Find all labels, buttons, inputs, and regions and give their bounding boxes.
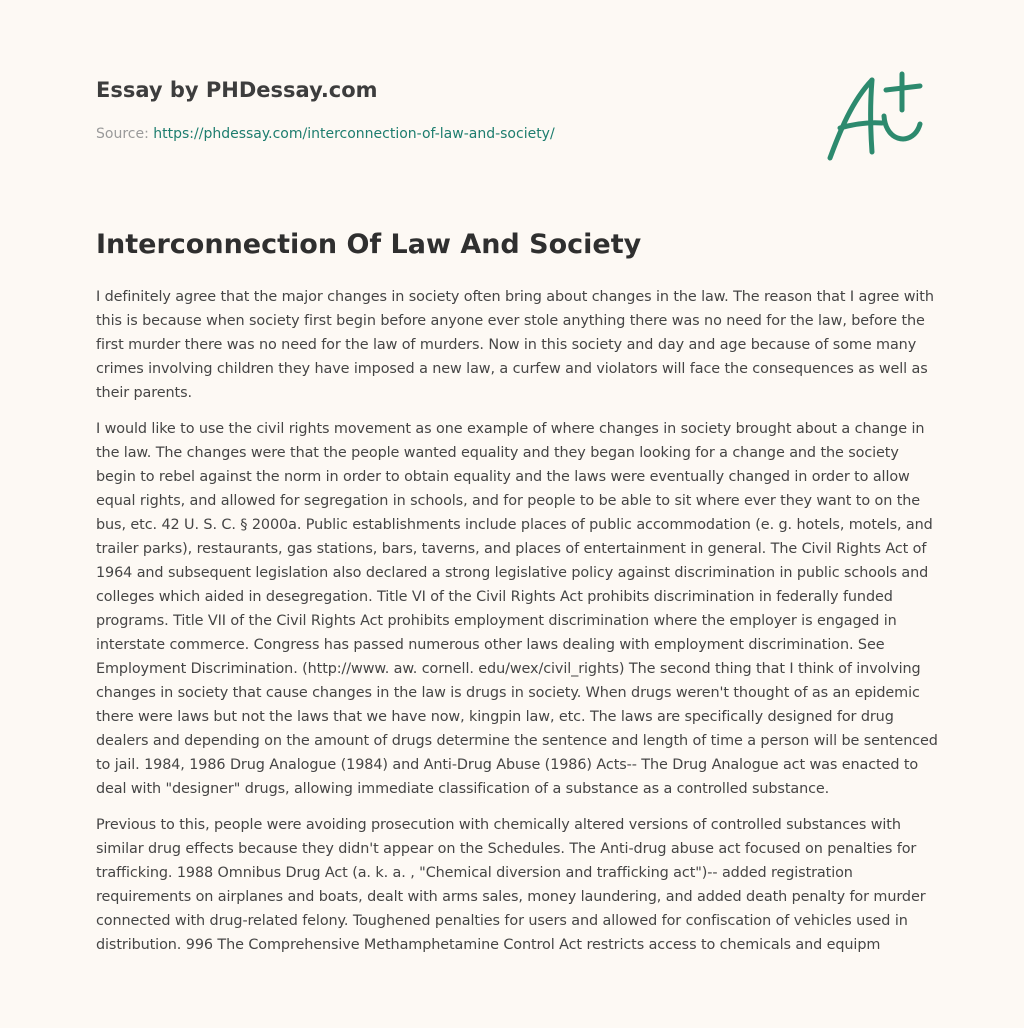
source-link[interactable]: https://phdessay.com/interconnection-of-law-and-society/ — [153, 126, 555, 142]
essay-paragraph: Previous to this, people were avoiding prosecution with chemically altered versions of controlled substances with similar drug effects because they didn't appear on the Schedules. The Anti-drug abuse act focused on penalties for trafficking. 1988 Omnibus Drug Act (a. k. a. , "Chemical diversion and trafficking act")-- added registration requirements on airplanes and boats, dealt with arms sales, money laundering, and added death penalty for murder connected with drug-related felony. Toughened penalties for users and allowed for confiscation of vehicles used in distribution. 996 The Comprehensive Methamphetamine Control Act restricts access to chemicals and equipm — [96, 817, 926, 953]
essay-paragraph: I would like to use the civil rights movement as one example of where changes in society brought about a change in the law. The changes were that the people wanted equality and they began looking for a change and the society begin to rebel against the norm in order to obtain equality and the laws were eventually changed in order to allow equal rights, and allowed for segregation in schools, and for people to be able to sit where ever they want to on the bus, etc. 42 U. S. C. § 2000a. Public establishments include places of public accommodation (e. g. hotels, motels, and trailer parks), restaurants, gas stations, bars, taverns, and places of entertainment in general. The Civil Rights Act of 1964 and subsequent legislation also declared a strong legislative policy against discrimination in public schools and colleges which aided in desegregation. Title VI of the Civil Rights Act prohibits discrimination in federally funded programs. Title VII of the Civil Rights Act prohibits employment discrimination where the employer is engaged in interstate commerce. Congress has passed numerous other laws dealing with employment discrimination. See Employment Discrimination. (http://www. aw. cornell. edu/wex/civil_rights) The second thing that I think of involving changes in society that cause changes in the law is drugs in society. When drugs weren't thought of as an epidemic there were laws but not the laws that we have now, kingpin law, etc. The laws are specifically designed for drug dealers and depending on the amount of drugs determine the sentence and length of time a person will be sentenced to jail. 1984, 1986 Drug Analogue (1984) and Anti-Drug Abuse (1986) Acts-- The Drug Analogue act was enacted to deal with "designer" drugs, allowing immediate classification of a substance as a controlled substance. — [96, 421, 938, 797]
site-brand: Essay by PHDessay.com — [96, 78, 378, 102]
essay-header — [96, 76, 796, 144]
essay-body — [96, 285, 941, 969]
source-line — [96, 124, 796, 144]
a-plus-grade-icon — [820, 66, 930, 166]
essay-title: Interconnection Of Law And Society — [96, 229, 642, 260]
source-label: Source: — [96, 126, 154, 142]
essay-paragraph: I definitely agree that the major changes in society often bring about changes in the law. The reason that I agree with this is because when society first begin before anyone ever stole anything there was no need for the law, before the first murder there was no need for the law of murders. Now in this society and day and age because of some many crimes involving children they have imposed a new law, a curfew and violators will face the consequences as well as their parents. — [96, 289, 934, 401]
